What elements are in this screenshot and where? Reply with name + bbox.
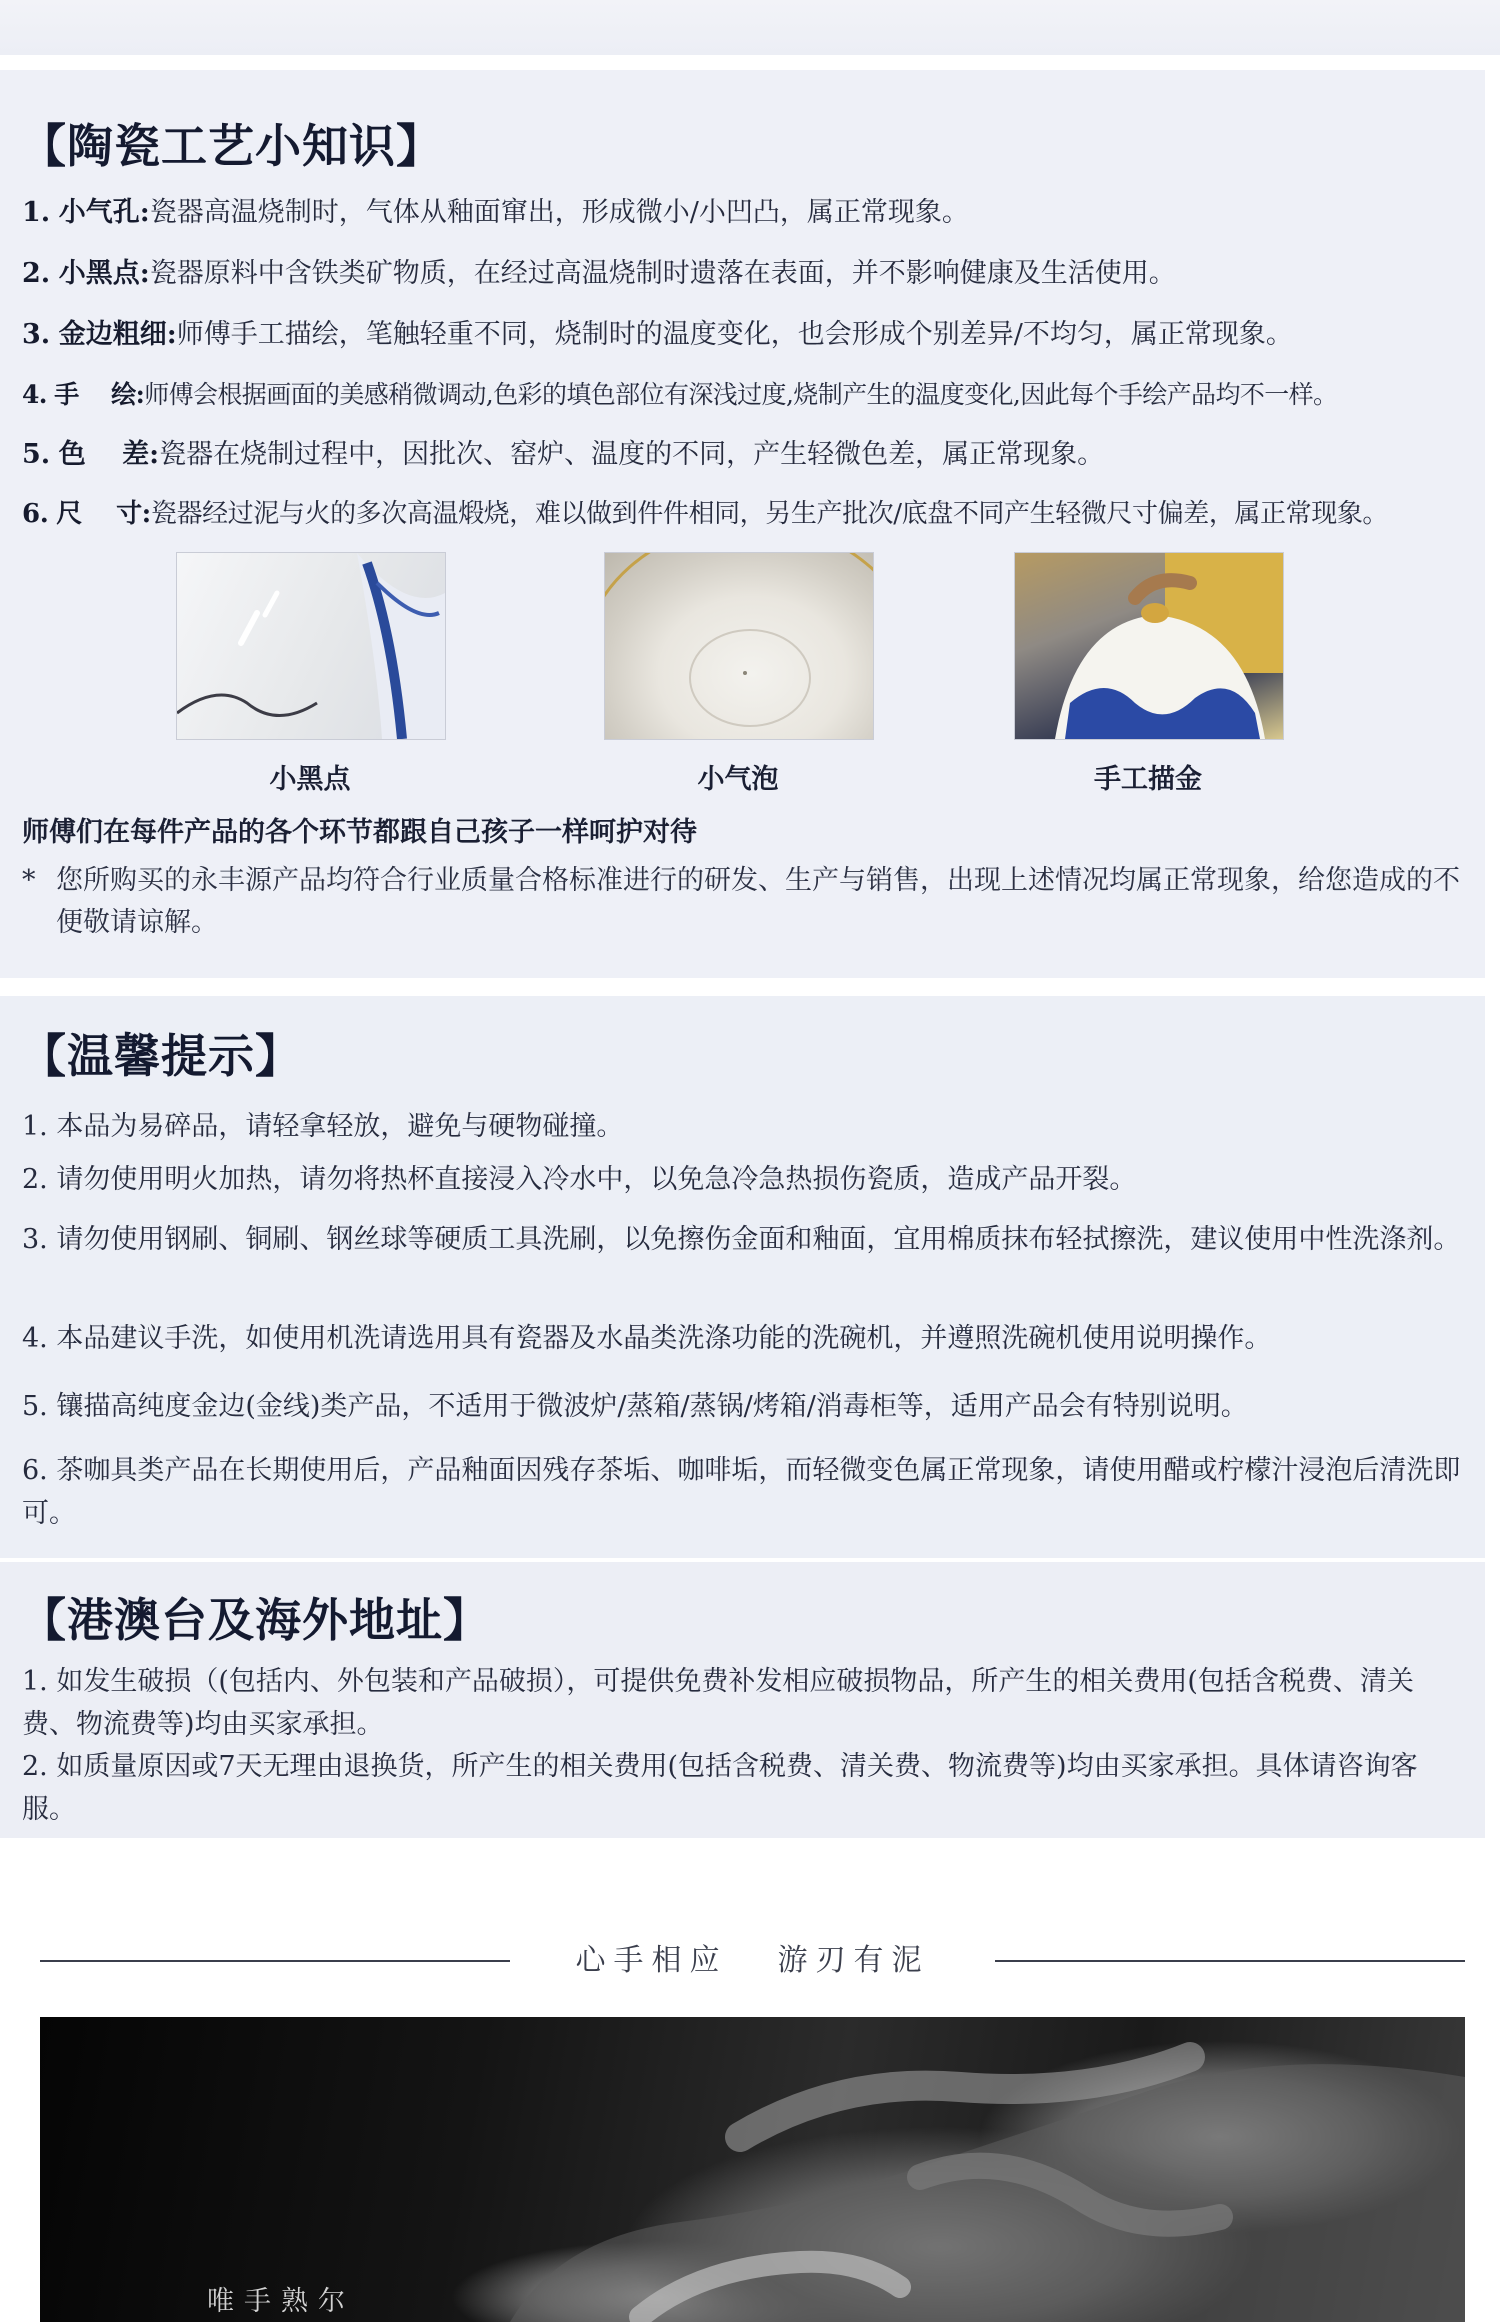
slogan-left: 心手相应 xyxy=(575,1943,728,1978)
gilding-artisan-icon xyxy=(1015,553,1283,739)
craft-item-text: 瓷器经过泥与火的多次高温煅烧，难以做到件件相同，另生产批次/底盘不同产生轻微尺寸偏差，属正常现象。 xyxy=(150,499,1389,529)
care-statement: 师傅们在每件产品的各个环节都跟自己孩子一样呵护对待 xyxy=(22,817,697,848)
small-bubble-photo xyxy=(604,552,874,740)
porcelain-detail-icon xyxy=(177,553,445,739)
craft-item xyxy=(22,374,1465,415)
craft-item xyxy=(22,314,1465,355)
divider-line-right xyxy=(995,1960,1465,1962)
overseas-item: 2. 如质量原因或7天无理由退换货，所产生的相关费用(包括含税费、清关费、物流费等)均由买家承担。具体请咨询客服。 xyxy=(22,1751,1418,1825)
overseas-panel xyxy=(0,1562,1485,1838)
asterisk-mark: * xyxy=(22,865,36,896)
tip-item: 1. 本品为易碎品，请轻拿轻放，避免与硬物碰撞。 xyxy=(22,1111,624,1142)
craftsman-hands-photo xyxy=(40,2017,1465,2322)
tip-item: 5. 镶描高纯度金边(金线)类产品，不适用于微波炉/蒸箱/蒸锅/烤箱/消毒柜等，适用产品会有特别说明。 xyxy=(22,1391,1248,1422)
craft-item-num: 5. xyxy=(22,439,51,470)
craft-item-text: 师傅手工描绘，笔触轻重不同，烧制时的温度变化，也会形成个别差异/不均匀，属正常现象。 xyxy=(176,319,1293,350)
craft-item-num: 6. xyxy=(22,499,49,529)
photo-caption: 手工描金 xyxy=(1094,764,1202,795)
tip-item: 3. 请勿使用钢刷、铜刷、钢丝球等硬质工具洗刷，以免擦伤金面和釉面，宜用棉质抹布轻拭擦洗，建议使用中性洗涤剂。 xyxy=(22,1224,1461,1255)
craft-heading: 【陶瓷工艺小知识】 xyxy=(20,119,443,173)
overseas-item: 1. 如发生破损（(包括内、外包装和产品破损），可提供免费补发相应破损物品，所产生的相关费用(包括含税费、清关费、物流费等)均由买家承担。 xyxy=(22,1666,1414,1740)
craft-item-num: 4. xyxy=(22,380,47,409)
craft-item-text: 瓷器在烧制过程中，因批次、窑炉、温度的不同，产生轻微色差，属正常现象。 xyxy=(159,439,1105,470)
craft-item-text: 师傅会根据画面的美感稍微调动,色彩的填色部位有深浅过度,烧制产生的温度变化,因此每个手绘产品均不一样。 xyxy=(144,380,1338,409)
divider-line-left xyxy=(40,1960,510,1962)
craft-item-label: 小黑点: xyxy=(58,258,150,289)
slogan-divider xyxy=(40,1939,1465,1983)
tips-heading: 【温馨提示】 xyxy=(20,1029,302,1083)
craft-item-label: 小气孔: xyxy=(58,197,150,228)
warm-tips-panel xyxy=(0,996,1485,1558)
photo-caption: 小黑点 xyxy=(269,764,351,795)
hand-gilding-photo xyxy=(1014,552,1284,740)
craft-item-label: 金边粗细: xyxy=(58,319,177,350)
plate-icon xyxy=(605,553,873,739)
slogan-right: 游刃有泥 xyxy=(777,1943,930,1978)
black-dot-photo xyxy=(176,552,446,740)
craft-item-text: 瓷器高温烧制时，气体从釉面窜出，形成微小/小凹凸，属正常现象。 xyxy=(149,197,969,228)
hands-icon xyxy=(40,2017,1465,2322)
craft-item-label: 尺 寸: xyxy=(56,499,151,529)
craft-item-label: 手 绘: xyxy=(54,380,145,409)
disclaimer-text: 您所购买的永丰源产品均符合行业质量合格标准进行的研发、生产与销售，出现上述情况均属正常现象，给您造成的不便敬请谅解。 xyxy=(56,865,1460,938)
craft-item xyxy=(22,494,1465,535)
photo-slogan: 唯手熟尔 xyxy=(207,2286,355,2317)
craft-item xyxy=(22,192,1465,233)
craft-item-num: 3. xyxy=(22,319,51,350)
craft-item-text: 瓷器原料中含铁类矿物质，在经过高温烧制时遗落在表面，并不影响健康及生活使用。 xyxy=(149,258,1176,289)
tip-item: 4. 本品建议手洗，如使用机洗请选用具有瓷器及水晶类洗涤功能的洗碗机，并遵照洗碗机使用说明操作。 xyxy=(22,1323,1272,1354)
craft-item xyxy=(22,434,1465,475)
disclaimer-note xyxy=(22,860,1472,944)
craft-item-label: 色 差: xyxy=(58,439,160,470)
overseas-heading: 【港澳台及海外地址】 xyxy=(20,1593,490,1647)
craft-knowledge-panel xyxy=(0,70,1485,978)
tip-item: 2. 请勿使用明火加热，请勿将热杯直接浸入冷水中，以免急冷急热损伤瓷质，造成产品开裂。 xyxy=(22,1164,1137,1195)
slogan-text xyxy=(510,1939,995,1983)
tip-item: 6. 茶咖具类产品在长期使用后，产品釉面因残存茶垢、咖啡垢，而轻微变色属正常现象，请使用醋或柠檬汁浸泡后清洗即可。 xyxy=(22,1455,1461,1529)
craft-item xyxy=(22,253,1465,294)
craft-item-num: 2. xyxy=(22,258,51,289)
photo-caption: 小气泡 xyxy=(697,764,779,795)
craft-item-num: 1. xyxy=(22,197,51,228)
top-banner-strip xyxy=(0,0,1500,55)
